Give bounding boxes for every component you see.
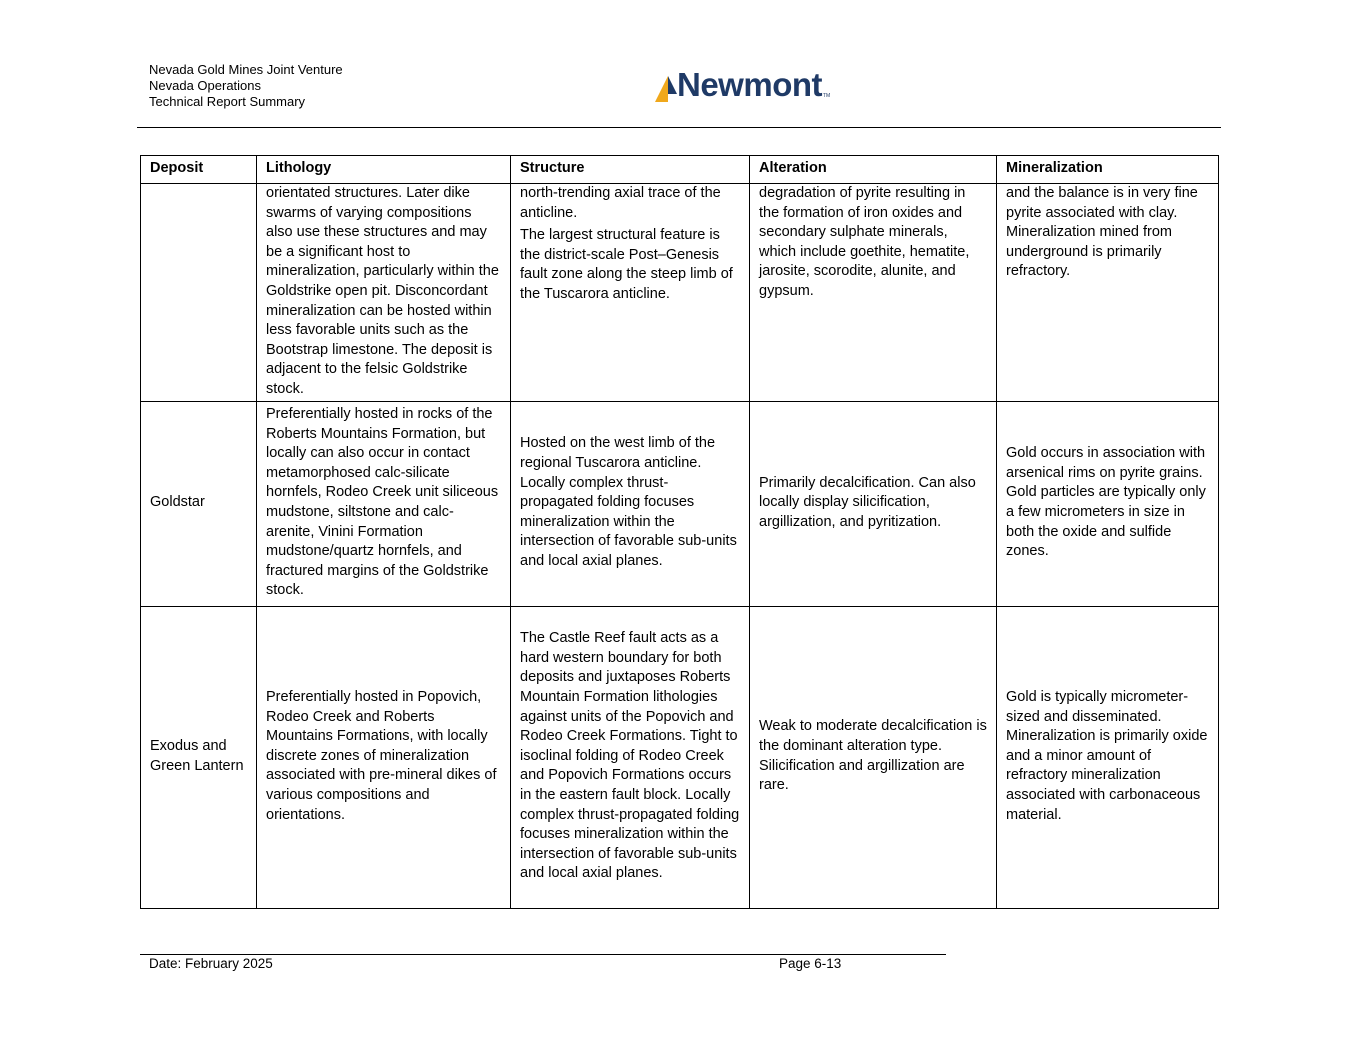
cell-text: and the balance is in very fine pyrite associated with clay. Mineralization mined from underground is primarily refractory. [1006, 185, 1198, 280]
cell-text: Gold is typically micrometer-sized and disseminated. Mineralization is primarily oxide and a minor amount of refractory mineralization associated with carbonaceous material. [1006, 688, 1208, 823]
cell-text: north-trending axial trace of the anticline. [520, 185, 721, 221]
logo-trademark: TM [823, 93, 831, 99]
logo-wordmark: Newmont [677, 66, 822, 103]
cell-lithology [257, 184, 511, 402]
cell-mineralization [997, 184, 1219, 402]
cell-lithology [257, 401, 511, 606]
column-header-structure: Structure [511, 156, 750, 184]
column-header-lithology: Lithology [257, 156, 511, 184]
table-row [141, 401, 1219, 606]
cell-deposit: Goldstar [141, 401, 257, 606]
cell-text: Weak to moderate decalcification is the dominant alteration type. Silicification and argillization are rare. [759, 718, 987, 794]
header-divider [137, 127, 1221, 128]
newmont-logo [655, 68, 830, 102]
cell-alteration [750, 184, 997, 402]
deposit-geology-table [140, 155, 1219, 909]
cell-deposit: Exodus and Green Lantern [141, 606, 257, 908]
cell-text: Primarily decalcification. Can also locally display silicification, argillization, and pyritization. [759, 474, 976, 530]
cell-text: Gold occurs in association with arsenical rims on pyrite grains. Gold particles are typically only a few micrometers in size in both the oxide and sulfide zones. [1006, 445, 1206, 560]
table-row [141, 184, 1219, 402]
cell-structure [511, 401, 750, 606]
cell-text: The Castle Reef fault acts as a hard western boundary for both deposits and juxtaposes Roberts Mountain Formation lithologies against units of the Popovich and Rodeo Creek Formations. Tight to isoclinal folding of Rodeo Creek and Popovich Formations occurs in the eastern fault block. Locally complex thrust-propagated folding focuses mineralization within the intersection of favorable sub-units and local axial planes. [520, 630, 740, 882]
cell-text: orientated structures. Later dike swarms of varying compositions also use these structures and may be a significant host to mineralization, particularly within the Goldstrike open pit. Disconcordant mineralization can be hosted within less favorable units such as the Bootstrap limestone. The deposit is adjacent to the felsic Goldstrike stock. [266, 185, 499, 397]
cell-alteration [750, 401, 997, 606]
header-line-operations: Nevada Operations [149, 78, 262, 93]
cell-text: degradation of pyrite resulting in the formation of iron oxides and secondary sulphate minerals, which include goethite, hematite, jarosite, scorodite, alunite, and gypsum. [759, 185, 970, 299]
table-row [141, 606, 1219, 908]
header-line-report-type: Technical Report Summary [149, 94, 306, 109]
cell-text: Hosted on the west limb of the regional Tuscarora anticline. Locally complex thrust-propagated folding focuses mineralization within the intersection of favorable sub-units and local axial planes. [520, 435, 737, 570]
cell-alteration [750, 606, 997, 908]
cell-structure [511, 184, 750, 402]
page-number: Page 6-13 [779, 956, 842, 971]
footer-divider [140, 954, 946, 955]
cell-lithology [257, 606, 511, 908]
cell-deposit [141, 184, 257, 402]
header-line-company: Nevada Gold Mines Joint Venture [149, 62, 343, 77]
cell-text: Preferentially hosted in Popovich, Rodeo Creek and Roberts Mountains Formations, with locally discrete zones of mineralization associated with pre-mineral dikes of various compositions and orientations. [266, 688, 497, 823]
footer-date: Date: February 2025 [149, 956, 273, 971]
table-header-row [141, 156, 1219, 184]
column-header-deposit: Deposit [141, 156, 257, 184]
report-header [149, 62, 343, 110]
cell-mineralization [997, 401, 1219, 606]
cell-text: Preferentially hosted in rocks of the Roberts Mountains Formation, but locally can also occur in contact metamorphosed calc-silicate hornfels, Rodeo Creek unit siliceous mudstone, siltstone and calc-arenite, Vinini Formation mudstone/quartz hornfels, and fractured margins of the Goldstrike stock. [266, 406, 499, 599]
newmont-triangle-icon [655, 72, 677, 102]
column-header-mineralization: Mineralization [997, 156, 1219, 184]
cell-text: The largest structural feature is the district-scale Post–Genesis fault zone along the steep limb of the Tuscarora anticline. [520, 227, 733, 302]
cell-structure [511, 606, 750, 908]
column-header-alteration: Alteration [750, 156, 997, 184]
cell-mineralization [997, 606, 1219, 908]
